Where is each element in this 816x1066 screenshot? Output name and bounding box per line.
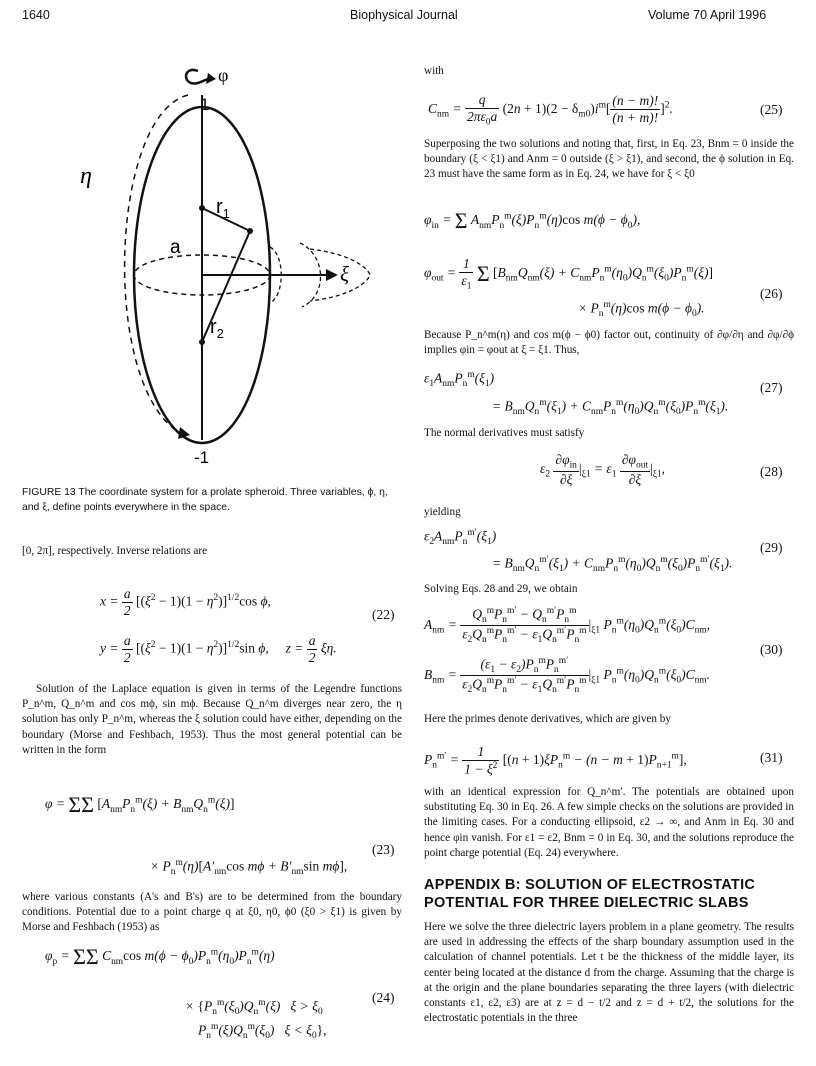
eq23-line2: × $P_n^m(\eta)[A'_{nm}\cos$ $m\phi + B'_{nm}\sin$ mϕ], xyxy=(150,858,348,878)
eq25: $C_{nm}$ = $\frac{q}{2\pi\varepsilon_0a}$ $(2n + 1)(2 - \delta_{m0})i^m$[ $\frac{(n - m)!}{(n + m)!}$ ]$^2$. xyxy=(428,92,673,128)
eq28: $\varepsilon_2$ $\frac{\partial\varphi_{in}}{\partial\xi}$ $|_{\xi 1} = \varepsilon_1$ $\frac{\partial\varphi_{out}}{\partial\xi}$ $|_{\xi 1}$, xyxy=(540,452,666,487)
eq30-line2: $B_{nm}$ = $\frac{(\varepsilon_1 - \varepsilon_2)P_n^mP_n^{m'}}{\varepsilon_2Q_n^mP_n^{m'} - \varepsilon_1Q_n^{m'}P_n^m}$ $|_{\xi 1}$ $P_n^m(\eta_0)Q_n^m(\xi_0)C_{nm}$. xyxy=(424,656,711,696)
eq23-line1: φ = ΣΣ $[A_{nm}P_n^m(\xi) + B_{nm}Q_n^m(\xi)]$ xyxy=(45,792,235,817)
eq22-line1: x = $\frac{a}{2}$ $[(\xi^2 - 1)(1 - \eta^2)]^{1/2}\cos$ ϕ, xyxy=(100,586,271,618)
eq22-number: (22) xyxy=(372,607,395,622)
eq27-number: (27) xyxy=(760,380,783,395)
eq30-line1: $A_{nm}$ = $\frac{Q_n^mP_n^{m'} - Q_n^{m'}P_n^m}{\varepsilon_2Q_n^mP_n^{m'} - \varepsilon_1Q_n^{m'}P_n^m}$ $|_{\xi 1}$ $P_n^m(\eta_0)Q_n^m(\xi_0)C_{nm}$, xyxy=(424,606,711,646)
eq29-line2: = $B_{nm}Q_n^{m'}(\xi_1) + C_{nm}P_n^m(\eta_0)Q_n^m(\xi_0)P_n^{m'}(\xi_1)$. xyxy=(492,555,733,575)
axis-bottom-label: -1 xyxy=(194,448,210,467)
r2-label: $r_2$ xyxy=(210,316,224,341)
eq31-number: (31) xyxy=(760,750,783,765)
appendix-b-title: APPENDIX B: SOLUTION OF ELECTROSTATIC POTENTIAL FOR THREE DIELECTRIC SLABS xyxy=(424,877,756,911)
eq27-line2: = $B_{nm}Q_n^m(\xi_1) + C_{nm}P_n^m(\eta_0)Q_n^m(\xi_0)P_n^m(\xi_1)$. xyxy=(492,398,729,418)
eq24-number: (24) xyxy=(372,990,395,1005)
eq28-number: (28) xyxy=(760,464,783,479)
right-paragraph-7: Here we solve the three dielectric layers problem in a plane geometry. The results are used in addressing the effects of the sharp boundary assumption used in the calculation of channel potentials. Let t be the thickness of the middle layer, its center being located at the distance d from the charge. Assuming that the charge is at the origin and the plane boundaries separating the three layers (with dielectric constants ε1, ε2, ε3) are at z = d − t/2 and z = d + t/2, the solutions for the electrostatic potentials in the three xyxy=(424,921,794,1025)
right-paragraph-5: Here the primes denote derivatives, which are given by xyxy=(424,713,671,725)
right-yielding: yielding xyxy=(424,506,461,518)
left-paragraph-2: Solution of the Laplace equation is given in terms of the Legendre functions P_n^m, Q_n^m and cos mϕ, sin mϕ. Because Q_n^m diverges near zero, the η solution has only P_n^m, whereas the ξ solution could have either, depending on the boundary (Morse and Feshbach, 1953). Thus the most general potential can be written in the form xyxy=(22,683,402,756)
eq26-line3: × $P_n^m(\eta)\cos$ $m(\phi - \phi_0)$. xyxy=(578,300,705,320)
page-number: 1640 xyxy=(22,8,50,22)
prolate-spheroid-figure xyxy=(70,55,400,475)
right-paragraph-2: Because P_n^m(η) and cos m(ϕ − ϕ0) factor out, continuity of ∂φ/∂η and ∂φ/∂ϕ implies φin = φout at ξ = ξ1. Thus, xyxy=(424,329,794,357)
rotation-arrow-icon xyxy=(186,70,208,84)
eta-label: η xyxy=(80,163,92,189)
figure-caption: FIGURE 13 The coordinate system for a prolate spheroid. Three variables, ϕ, η, and ξ, define points everywhere in the space. xyxy=(22,487,388,513)
eq29-number: (29) xyxy=(760,540,783,555)
journal-title: Biophysical Journal xyxy=(350,8,458,22)
a-label: a xyxy=(170,237,181,258)
left-paragraph-3: where various constants (A's and B's) are to be determined from the boundary conditions. Potential due to a point charge q at ξ0, η0, ϕ0 (ξ0 > ξ1) is given by Morse and Feshbach (1953) as xyxy=(22,891,402,934)
eq24-line1: $\varphi_p = \Sigma\Sigma$ $C_{nm}\cos$ $m(\phi - \phi_0)P_n^m(\eta_0)P_n^m(\eta)$ xyxy=(45,944,275,969)
r1-label: $r_1$ xyxy=(216,196,230,221)
eq24-line3: $P_n^m(\xi)Q_n^m(\xi_0) \xi < \xi_0$}, xyxy=(198,1022,327,1042)
phi-label: φ xyxy=(218,65,229,85)
left-paragraph-1: [0, 2π], respectively. Inverse relations are xyxy=(22,545,208,557)
eq26-line1: $\varphi_{in} = \Sigma$ $A_{nm}P_n^m(\xi)P_n^m(\eta)\cos$ $m(\phi - \phi_0)$, xyxy=(424,208,641,233)
right-with: with xyxy=(424,65,444,77)
eq25-number: (25) xyxy=(760,102,783,117)
eq22-line2: y = $\frac{a}{2}$ $[(\xi^2 - 1)(1 - \eta^2)]^{1/2}\sin$ ϕ, z = $\frac{a}{2}$ ξη. xyxy=(100,633,337,665)
volume-date: Volume 70 April 1996 xyxy=(648,8,767,22)
right-paragraph-3: The normal derivatives must satisfy xyxy=(424,427,585,439)
right-paragraph-4: Solving Eqs. 28 and 29, we obtain xyxy=(424,583,578,595)
axis-top-label: 1 xyxy=(200,95,210,114)
right-paragraph-6: with an identical expression for Q_n^m′. The potentials are obtained upon substituting Eq. 30 in Eq. 26. A few simple checks on the solutions are provided in the limiting cases. For a conducting ellipsoid, ε2 → ∞, and Anm in Eq. 30 and hence φin vanish. For ε1 = ε2, Bnm = 0 in Eq. 30, and the solutions reproduce the point charge potential (Eq. 24) everywhere. xyxy=(424,786,794,859)
eq29-line1: $\varepsilon_2A_{nm}P_n^{m'}(\xi_1)$ xyxy=(424,528,497,548)
eq30-number: (30) xyxy=(760,642,783,657)
right-paragraph-1: Superposing the two solutions and noting that, first, in Eq. 23, Bnm = 0 inside the boundary (ξ < ξ1) and Anm = 0 outside (ξ > ξ1), and second, the ϕ solution in Eq. 23 must have the same form as in Eq. 24, we have for ξ < ξ0 xyxy=(424,138,794,181)
eq24-line2: × {$P_n^m(\xi_0)Q_n^m(\xi) \xi > \xi_0$ xyxy=(185,998,323,1018)
eq26-line2: $\varphi_{out}$ = $\frac{1}{\varepsilon_1}$ Σ $[B_{nm}Q_{nm}(\xi) + C_{nm}P_n^m(\eta_0)Q_n^m(\xi_0)P_n^m(\xi)]$ xyxy=(424,256,713,292)
eq31: $P_n^{m'}$ = $\frac{1}{1 - \xi^2}$ $[(n + 1)\xi P_n^m - (n - m + 1)P_{n+1}^m]$, xyxy=(424,744,687,777)
xi-label: ξ xyxy=(340,262,349,286)
eq27-line1: $\varepsilon_1A_{nm}P_n^m(\xi_1)$ xyxy=(424,370,495,390)
eq23-number: (23) xyxy=(372,842,395,857)
eq26-number: (26) xyxy=(760,286,783,301)
